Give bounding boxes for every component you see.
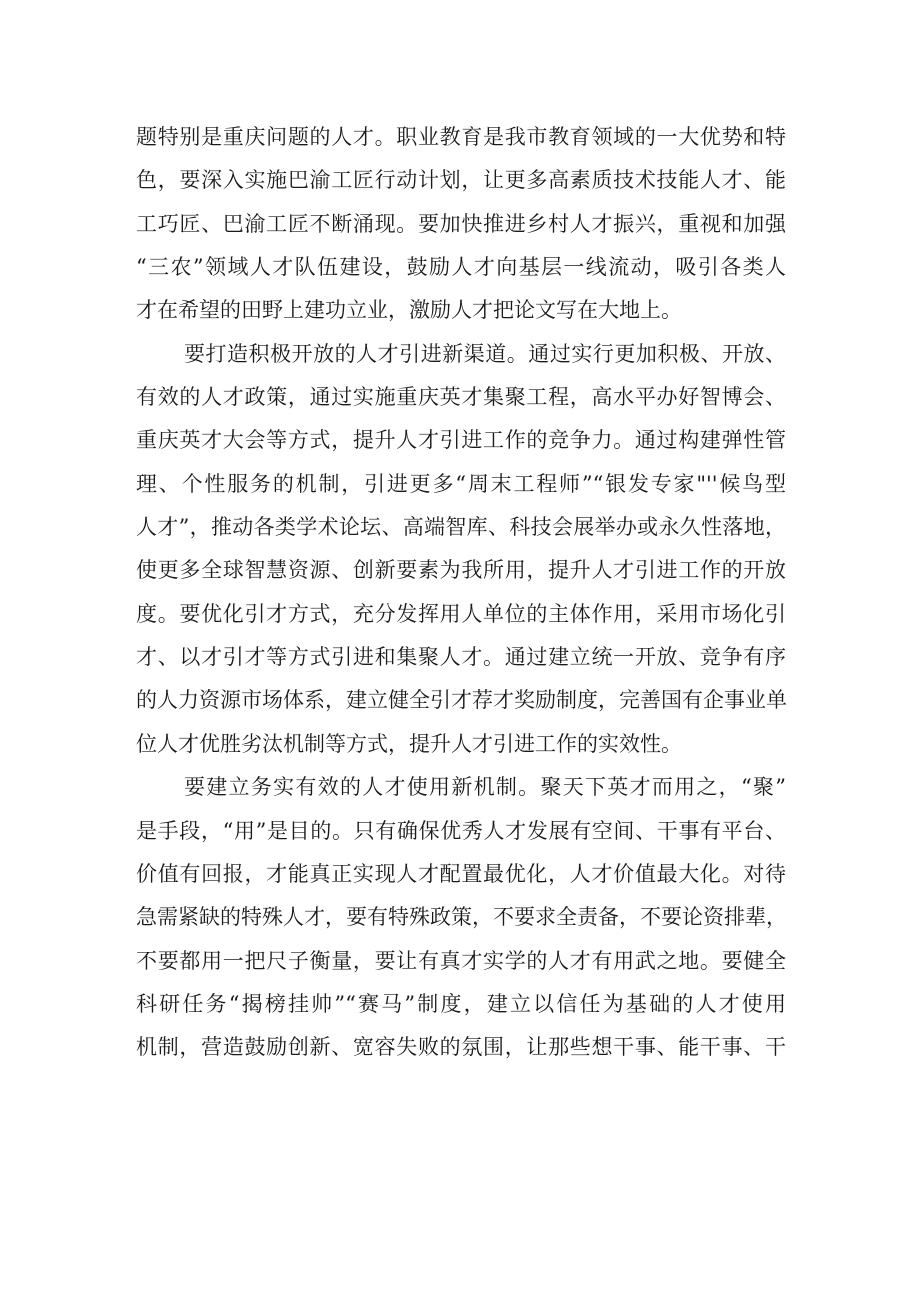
text-line: 人才”，推动各类学术论坛、高端智库、科技会展举办或永久性落地， — [136, 515, 786, 540]
text-line: 的人力资源市场体系，建立健全引才荐才奖励制度，完善国有企事业单 — [136, 688, 787, 713]
text-line: 是手段，“用”是目的。只有确保优秀人才发展有空间、干事有平台、 — [136, 818, 786, 843]
text-line: 才、以才引才等方式引进和集聚人才。通过建立统一开放、竞争有序 — [136, 645, 786, 670]
document-body — [136, 116, 786, 1070]
text-line: 色，要深入实施巴渝工匠行动计划，让更多高素质技术技能人才、能 — [136, 168, 786, 193]
text-line: 理、个性服务的机制，引进更多“周末工程师”“银发专家"''候鸟型 — [136, 471, 786, 496]
text-line: 有效的人才政策，通过实施重庆英才集聚工程，高水平办好智博会、 — [136, 385, 786, 410]
text-line: 不要都用一把尺子衡量，要让有真才实学的人才有用武之地。要健全 — [136, 948, 786, 973]
text-line: 要建立务实有效的人才使用新机制。聚天下英才而用之，“聚” — [184, 775, 786, 800]
text-line: 重庆英才大会等方式，提升人才引进工作的竞争力。通过构建弹性管 — [136, 428, 786, 453]
text-line: 题特别是重庆问题的人才。职业教育是我市教育领域的一大优势和特 — [136, 125, 786, 149]
text-line: 机制，营造鼓励创新、宽容失败的氛围，让那些想干事、能干事、干 — [136, 1035, 786, 1060]
text-line: 急需紧缺的特殊人才，要有特殊政策，不要求全责备，不要论资排辈， — [136, 905, 787, 930]
text-line: “三农”领域人才队伍建设，鼓励人才向基层一线流动，吸引各类人 — [136, 255, 786, 280]
text-line: 度。要优化引才方式，充分发挥用人单位的主体作用，采用市场化引 — [136, 601, 786, 626]
text-line: 工巧匠、巴渝工匠不断涌现。要加快推进乡村人才振兴，重视和加强 — [136, 211, 786, 236]
text-line: 价值有回报，才能真正实现人才配置最优化，人才价值最大化。对待 — [136, 861, 786, 886]
text-line: 要打造积极开放的人才引进新渠道。通过实行更加积极、开放、 — [184, 341, 786, 366]
text-line: 使更多全球智慧资源、创新要素为我所用，提升人才引进工作的开放 — [136, 558, 786, 583]
text-line: 位人才优胜劣汰机制等方式，提升人才引进工作的实效性。 — [136, 731, 682, 756]
text-line: 科研任务“揭榜挂帅”“赛马”制度，建立以信任为基础的人才使用 — [136, 991, 786, 1016]
text-line: 才在希望的田野上建功立业，激励人才把论文写在大地上。 — [136, 298, 682, 323]
